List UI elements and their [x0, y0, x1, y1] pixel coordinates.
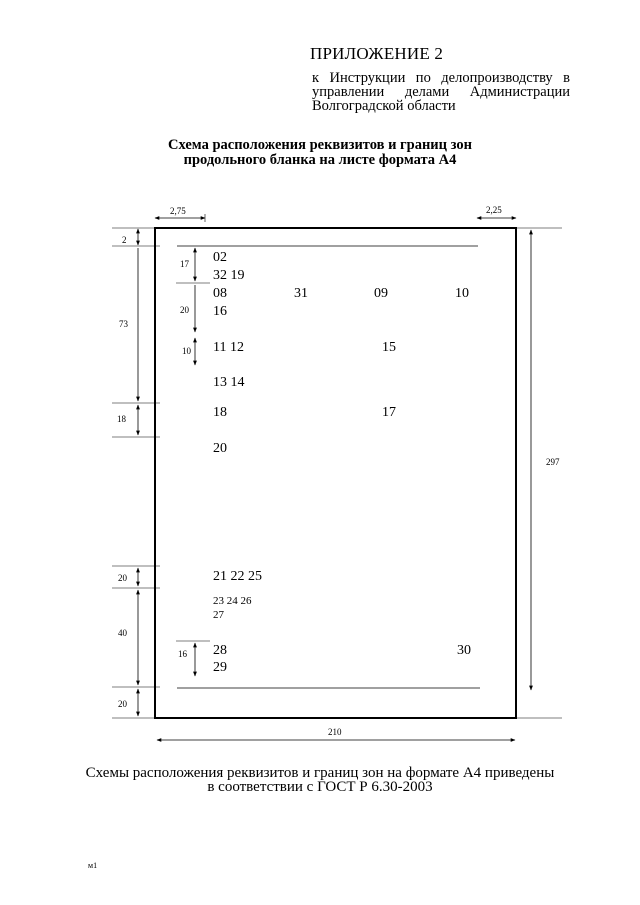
code-29: 29	[213, 660, 227, 675]
code-30: 30	[457, 643, 471, 658]
dim-73-label: 73	[119, 319, 128, 329]
dim-40-label: 40	[118, 628, 127, 638]
dim-20a-label: 20	[118, 573, 127, 583]
code-13-14: 13 14	[213, 375, 245, 390]
dim-20-inner-label: 20	[180, 305, 189, 315]
dim-20b-label: 20	[118, 699, 127, 709]
code-11-12: 11 12	[213, 340, 244, 355]
scheme-title-line2: продольного бланка на листе формата А4	[183, 152, 457, 168]
dim-2-label: 2	[122, 235, 127, 245]
code-02: 02	[213, 250, 227, 265]
dim-16-label: 16	[178, 649, 187, 659]
footer-note-line2: в соответствии с ГОСТ Р 6.30-2003	[207, 779, 433, 795]
code-27: 27	[213, 609, 224, 621]
code-18: 18	[213, 405, 227, 420]
code-31: 31	[294, 286, 308, 301]
code-08: 08	[213, 286, 227, 301]
dim-left-margin-label: 2,75	[170, 206, 186, 216]
scheme-title-line1: Схема расположения реквизитов и границ зон	[168, 137, 472, 153]
code-32-19: 32 19	[213, 268, 245, 283]
appendix-title: ПРИЛОЖЕНИЕ 2	[310, 44, 444, 63]
code-16: 16	[213, 304, 227, 319]
code-28: 28	[213, 643, 227, 658]
dim-10-label: 10	[182, 346, 191, 356]
dim-right-margin-label: 2,25	[486, 205, 502, 215]
code-09: 09	[374, 286, 388, 301]
dim-210-label: 210	[328, 727, 342, 737]
appendix-subtitle: к Инструкции по делопроизводству в управлении делами Администрации Волгоградской области	[312, 70, 570, 114]
dim-18-label: 18	[117, 414, 126, 424]
code-15: 15	[382, 340, 396, 355]
dim-17-label: 17	[180, 259, 189, 269]
code-17: 17	[382, 405, 396, 420]
code-10: 10	[455, 286, 469, 301]
dim-297-label: 297	[546, 457, 560, 467]
corner-mark: м1	[88, 861, 98, 870]
code-20: 20	[213, 441, 227, 456]
footer-note-line1: Схемы расположения реквизитов и границ зон на формате А4 приведены	[85, 765, 555, 781]
code-23-24-26: 23 24 26	[213, 595, 252, 607]
code-21-22-25: 21 22 25	[213, 569, 262, 584]
footer-note	[0, 766, 640, 794]
